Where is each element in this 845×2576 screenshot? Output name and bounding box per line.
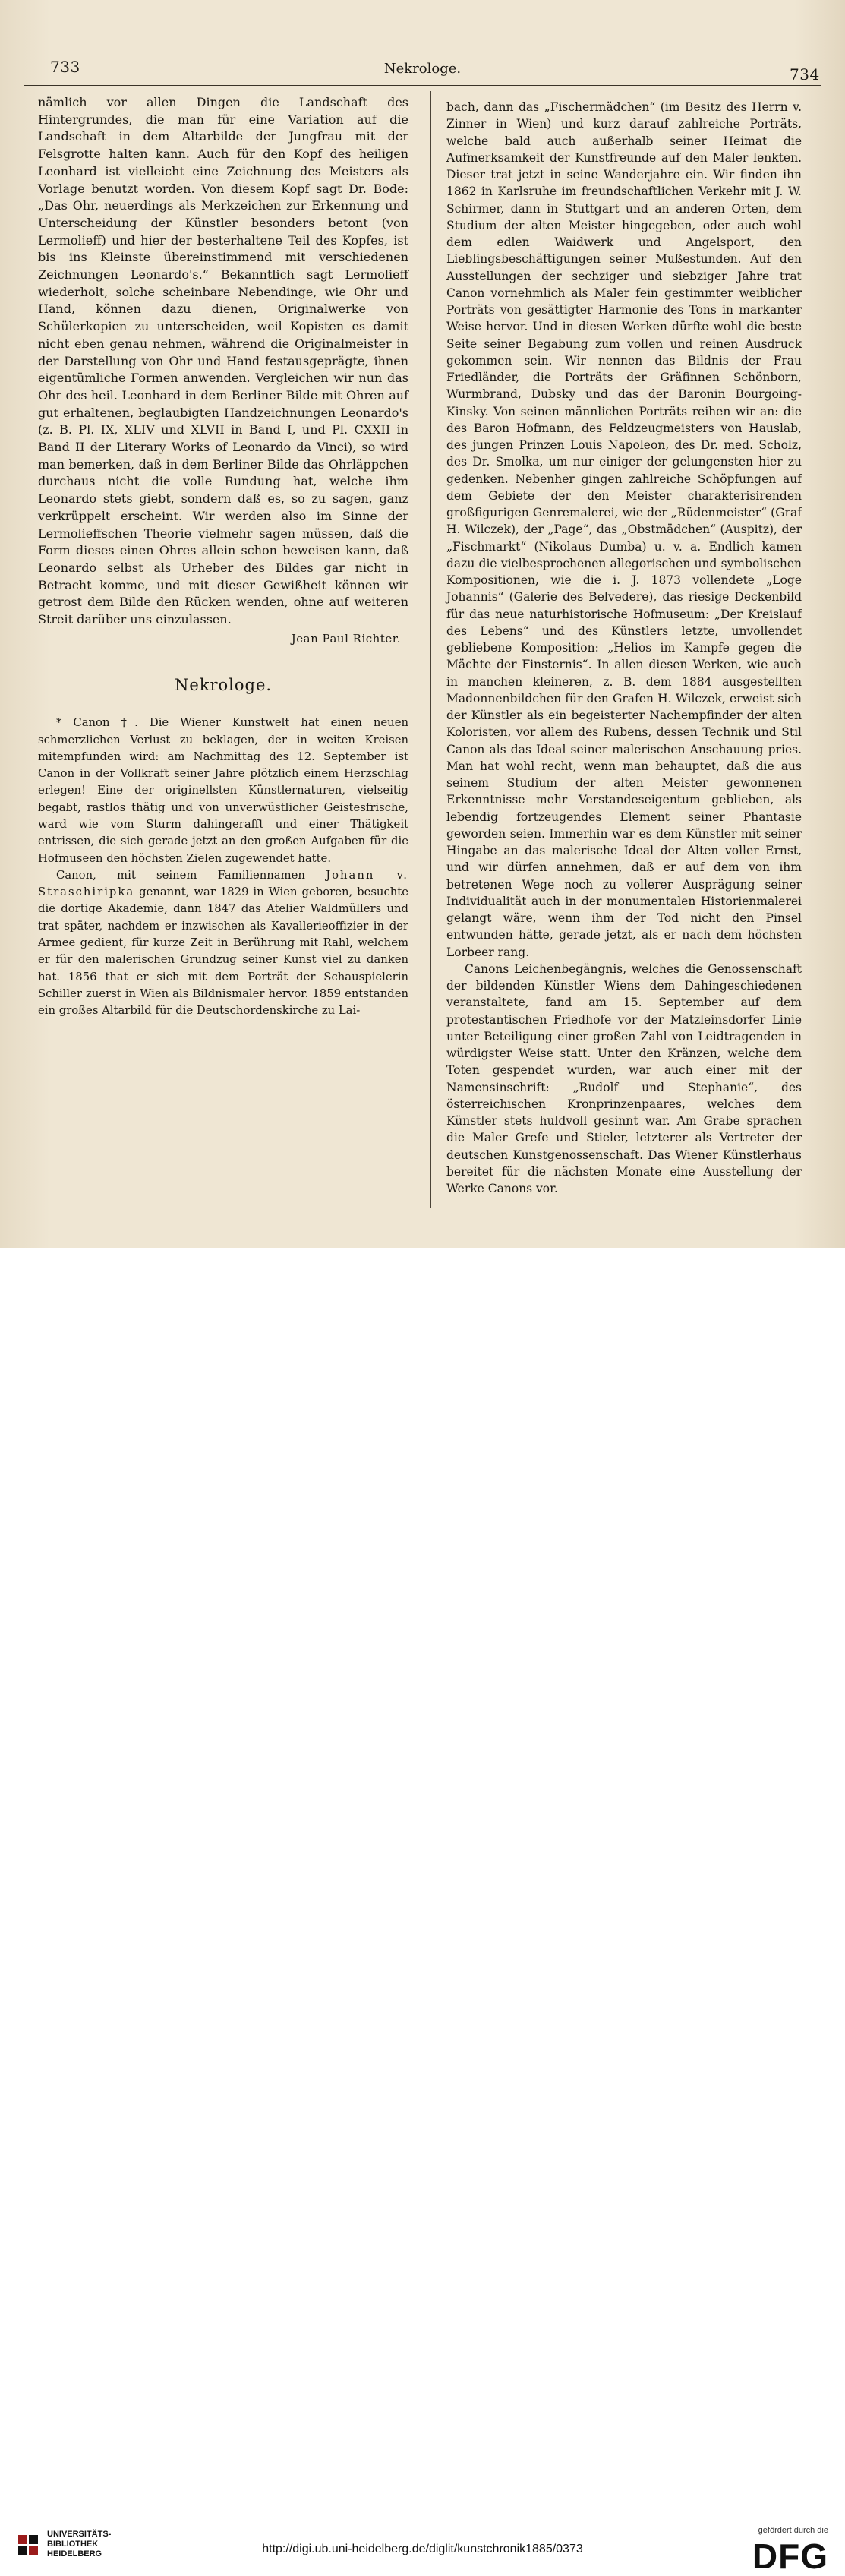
author-signature: Jean Paul Richter. bbox=[291, 631, 401, 646]
column-divider bbox=[430, 91, 431, 1208]
page-number-right: 734 bbox=[790, 65, 820, 84]
paragraph-leonardo-ear: nämlich vor allen Dingen die Landschaft des Hintergrundes, die man für eine Variation auf die Landschaft in dem Altarbilde der Jungfrau mit der Felsgrotte halten kann. Auch für den Kopf des heiligen Leonhard ist vielleicht eine Zeichnung des Meisters als Vorlage benutzt worden. Von diesem Kopf sagt Dr. Bode: „Das Ohr, neuerdings als Merkzeichen zur Erkennung und Unterscheidung der Künstler besonders betont (von Lermolieff) und hier der besterhaltene Teil des Kopfes, ist bis ins Kleinste übereinstimmend mit verschiedenen Zeichnungen Leonardo's.“ Bekanntlich sagt Lermolieff wiederholt, solche scheinbare Nebendinge, wie Ohr und Hand, können dazu dienen, Originalwerke von Schülerkopien zu unterscheiden, weil Kopisten es damit nicht eben genau nehmen, während die Originalmeister in der Darstellung von Ohr und Hand festausgeprägte, ihnen eigentümliche Formen anwenden. Vergleichen wir nun das Ohr des heil. Leonhard in dem Berliner Bilde mit Ohren auf gut erhaltenen, beglaubigten Handzeichnungen Leonardo's (z. B. Pl. IX, XLIV und XLVII in Band I, und Pl. CXXII in Band II der Literary Works of Leonardo da Vinci), so wird man bemerken, daß in dem Berliner Bilde das Ohrläppchen durchaus nicht die volle Rundung hat, welche ihm Leonardo stets giebt, sondern daß es, so zu sagen, ganz verkrüppelt erscheint. Wir werden also im Sinne der Lermolieffschen Theorie vielmehr sagen müssen, daß die Form dieses einen Ohres allein schon beweisen kann, daß Leonardo selbst als Urheber des Bildes gar nicht in Betracht komme, und mit dieser Gewißheit können wir getrost dem Bilde den Rücken wenden, ohne auf weiteren Streit darüber uns einzulassen. bbox=[38, 95, 408, 627]
institution-line: BIBLIOTHEK bbox=[47, 2540, 99, 2549]
dfg-logo: DFG bbox=[752, 2537, 828, 2576]
digitization-footer bbox=[0, 1248, 845, 2576]
scanned-page bbox=[0, 0, 845, 1248]
header-rule bbox=[24, 85, 821, 86]
biography-continued: genannt, war 1829 in Wien geboren, besuchte die dortige Akademie, dann 1847 das Atelier Waldmüllers und trat später, nachdem er inzwischen als Kavallerieoffizier in der Armee gedient, für kurze Zeit in Berührung mit Rahl, welchem er für den malerischen Grundzug seiner Kunst viel zu danken hat. 1856 that er sich mit dem Porträt der Schauspielerin Schiller zuerst in Wien als Bildnismaler hervor. 1859 entstanden ein großes Altarbild für die Deutschordenskirche zu Lai- bbox=[38, 886, 408, 1018]
section-heading: Nekrologe. bbox=[174, 675, 273, 694]
running-title: Nekrologe. bbox=[383, 61, 462, 77]
obituary-biography bbox=[38, 867, 408, 1020]
institution-line: UNIVERSITÄTS- bbox=[47, 2530, 112, 2539]
permalink-url[interactable]: http://digi.ub.uni-heidelberg.de/diglit/kunstchronik1885/0373 bbox=[262, 2543, 583, 2555]
left-column bbox=[38, 94, 408, 1020]
institution-line: HEIDELBERG bbox=[47, 2549, 102, 2559]
right-column bbox=[446, 99, 802, 1197]
paragraph-funeral: Canons Leichenbegängnis, welches die Genossenschaft der bildenden Künstler Wiens dem Dahingeschiedenen veranstaltete, fand am 15. September auf dem protestantischen Friedhofe vor der Matzleinsdorfer Linie unter Beteiligung einer großen Zahl von Leidtragenden in würdigster Weise statt. Unter den Kränzen, welche dem Toten gespendet wurden, war auch einer mit der Namensinschrift: „Rudolf und Stephanie“, des österreichischen Kronprinzenpaares, welches dem Künstler stets huldvoll gesinnt war. Am Grabe sprachen die Maler Grefe und Stieler, letzterer als Vertreter der deutschen Kunstgenossenschaft. Das Wiener Künstlerhaus bereitet für die nächsten Monate eine Ausstellung der Werke Canons vor. bbox=[446, 961, 802, 1195]
obituary-canon bbox=[38, 715, 408, 1019]
obituary-intro-text: Die Wiener Kunstwelt hat einen neuen schmerzlichen Verlust zu beklagen, der in weiten Kreisen mitempfunden wird: am Nachmittag des 12. September ist Canon in der Vollkraft seiner Jahre plötzlich einem Herzschlag erlegen! Eine der originellsten Künstlernaturen, vielseitig begabt, rastlos thätig und von unverwüstlicher Geistesfrische, ward wie vom Sturm dahingerafft und einer Thätigkeit entrissen, die sich gerade jetzt an den großen Aufgaben für die Hofmuseen den höchsten Zielen zugewendet hatte. bbox=[38, 716, 408, 865]
family-name: Johann v. Straschiripka bbox=[38, 868, 408, 899]
obituary-intro bbox=[38, 715, 408, 867]
obituary-lead: * Canon †. bbox=[56, 716, 138, 730]
page-number-left: 733 bbox=[50, 58, 80, 76]
biography-start: Canon, mit seinem Familiennamen bbox=[56, 868, 305, 882]
funding-note: gefördert durch die bbox=[758, 2526, 828, 2535]
paragraph-canon-works: bach, dann das „Fischermädchen“ (im Besitz des Herrn v. Zinner in Wien) und kurz darauf zahlreiche Porträts, welche bald auch außerhalb seiner Heimat die Aufmerksamkeit der Kunstfreunde auf den Maler lenkten. Dieser trat jetzt in seine Wanderjahre ein. Wir finden ihn 1862 in Karlsruhe im freundschaftlichen Verkehr mit J. W. Schirmer, dann in Stuttgart und an anderen Orten, dem Studium der alten Meister hingegeben, oder auch wohl dem edlen Waidwerk und Angelsport, den Lieblingsbeschäftigungen seiner Mußestunden. Auf den Ausstellungen der sechziger und siebziger Jahre trat Canon vornehmlich als Maler fein gestimmter weiblicher Porträts von gesättigter Harmonie des Tons in markanter Weise hervor. Und in diesen Werken dürfte wohl die beste Seite seiner Begabung zum vollen und reinen Ausdruck gekommen sein. Wir nennen das Bildnis der Frau Friedländer, die Porträts der Gräfinnen Schönborn, Wurmbrand, Dubsky und das der Baronin Bourgoing-Kinsky. Von seinen männlichen Porträts reihen wir an: die des Baron Hofmann, des Feldzeugmeisters von Hauslab, des jungen Prinzen Louis Napoleon, des Dr. med. Scholz, des Dr. Smolka, um nur einiger der gelungensten hier zu gedenken. Nebenher gingen zahlreiche Schöpfungen auf dem Gebiete der den Meister charakterisirenden großfigurigen Genremalerei, wie der „Rüdenmeister“ (Graf H. Wilczek), der „Page“, das „Obstmädchen“ (Auspitz), der „Fischmarkt“ (Nikolaus Dumba) u. v. a. Endlich kamen dazu die vielbesprochenen allegorischen und symbolischen Kompositionen, wie die i. J. 1873 vollendete „Loge Johannis“ (Galerie des Belvedere), das riesige Deckenbild für das neue naturhistorische Hofmuseum: „Der Kreislauf des Lebens“ und des Künstlers letzte, unvollendet gebliebene Komposition: „Helios im Kampfe gegen die Mächte der Finsternis“. In allen diesen Werken, wie auch in manchen kleineren, z. B. dem 1884 ausgestellten Madonnenbildchen für den Grafen H. Wilczek, erweist sich der Künstler als ein begeisterter Nachempfinder der alten Koloristen, vor allem des Rubens, dessen Technik und Stil Canon als das Ideal seiner malerischen Anschauung pries. Man hat wohl recht, wenn man behauptet, daß die aus seinem Studium der alten Meister gewonnenen Erkenntnisse mehr Verstandeseigentum geblieben, als lebendig fortzeugendes Element seiner Phantasie geworden seien. Immerhin war es dem Künstler mit seiner Hingabe an das malerische Ideal der Alten voller Ernst, und wir dürfen annehmen, daß er auf dem von ihm betretenen Wege noch zu vollerer Ausprägung seiner Individualität auch in der monumentalen Historienmalerei gelangt wäre, wenn ihm der Tod nicht den Pinsel entwunden hätte, gerade jetzt, als er nach dem höchsten Lorbeer rang. bbox=[446, 100, 802, 959]
